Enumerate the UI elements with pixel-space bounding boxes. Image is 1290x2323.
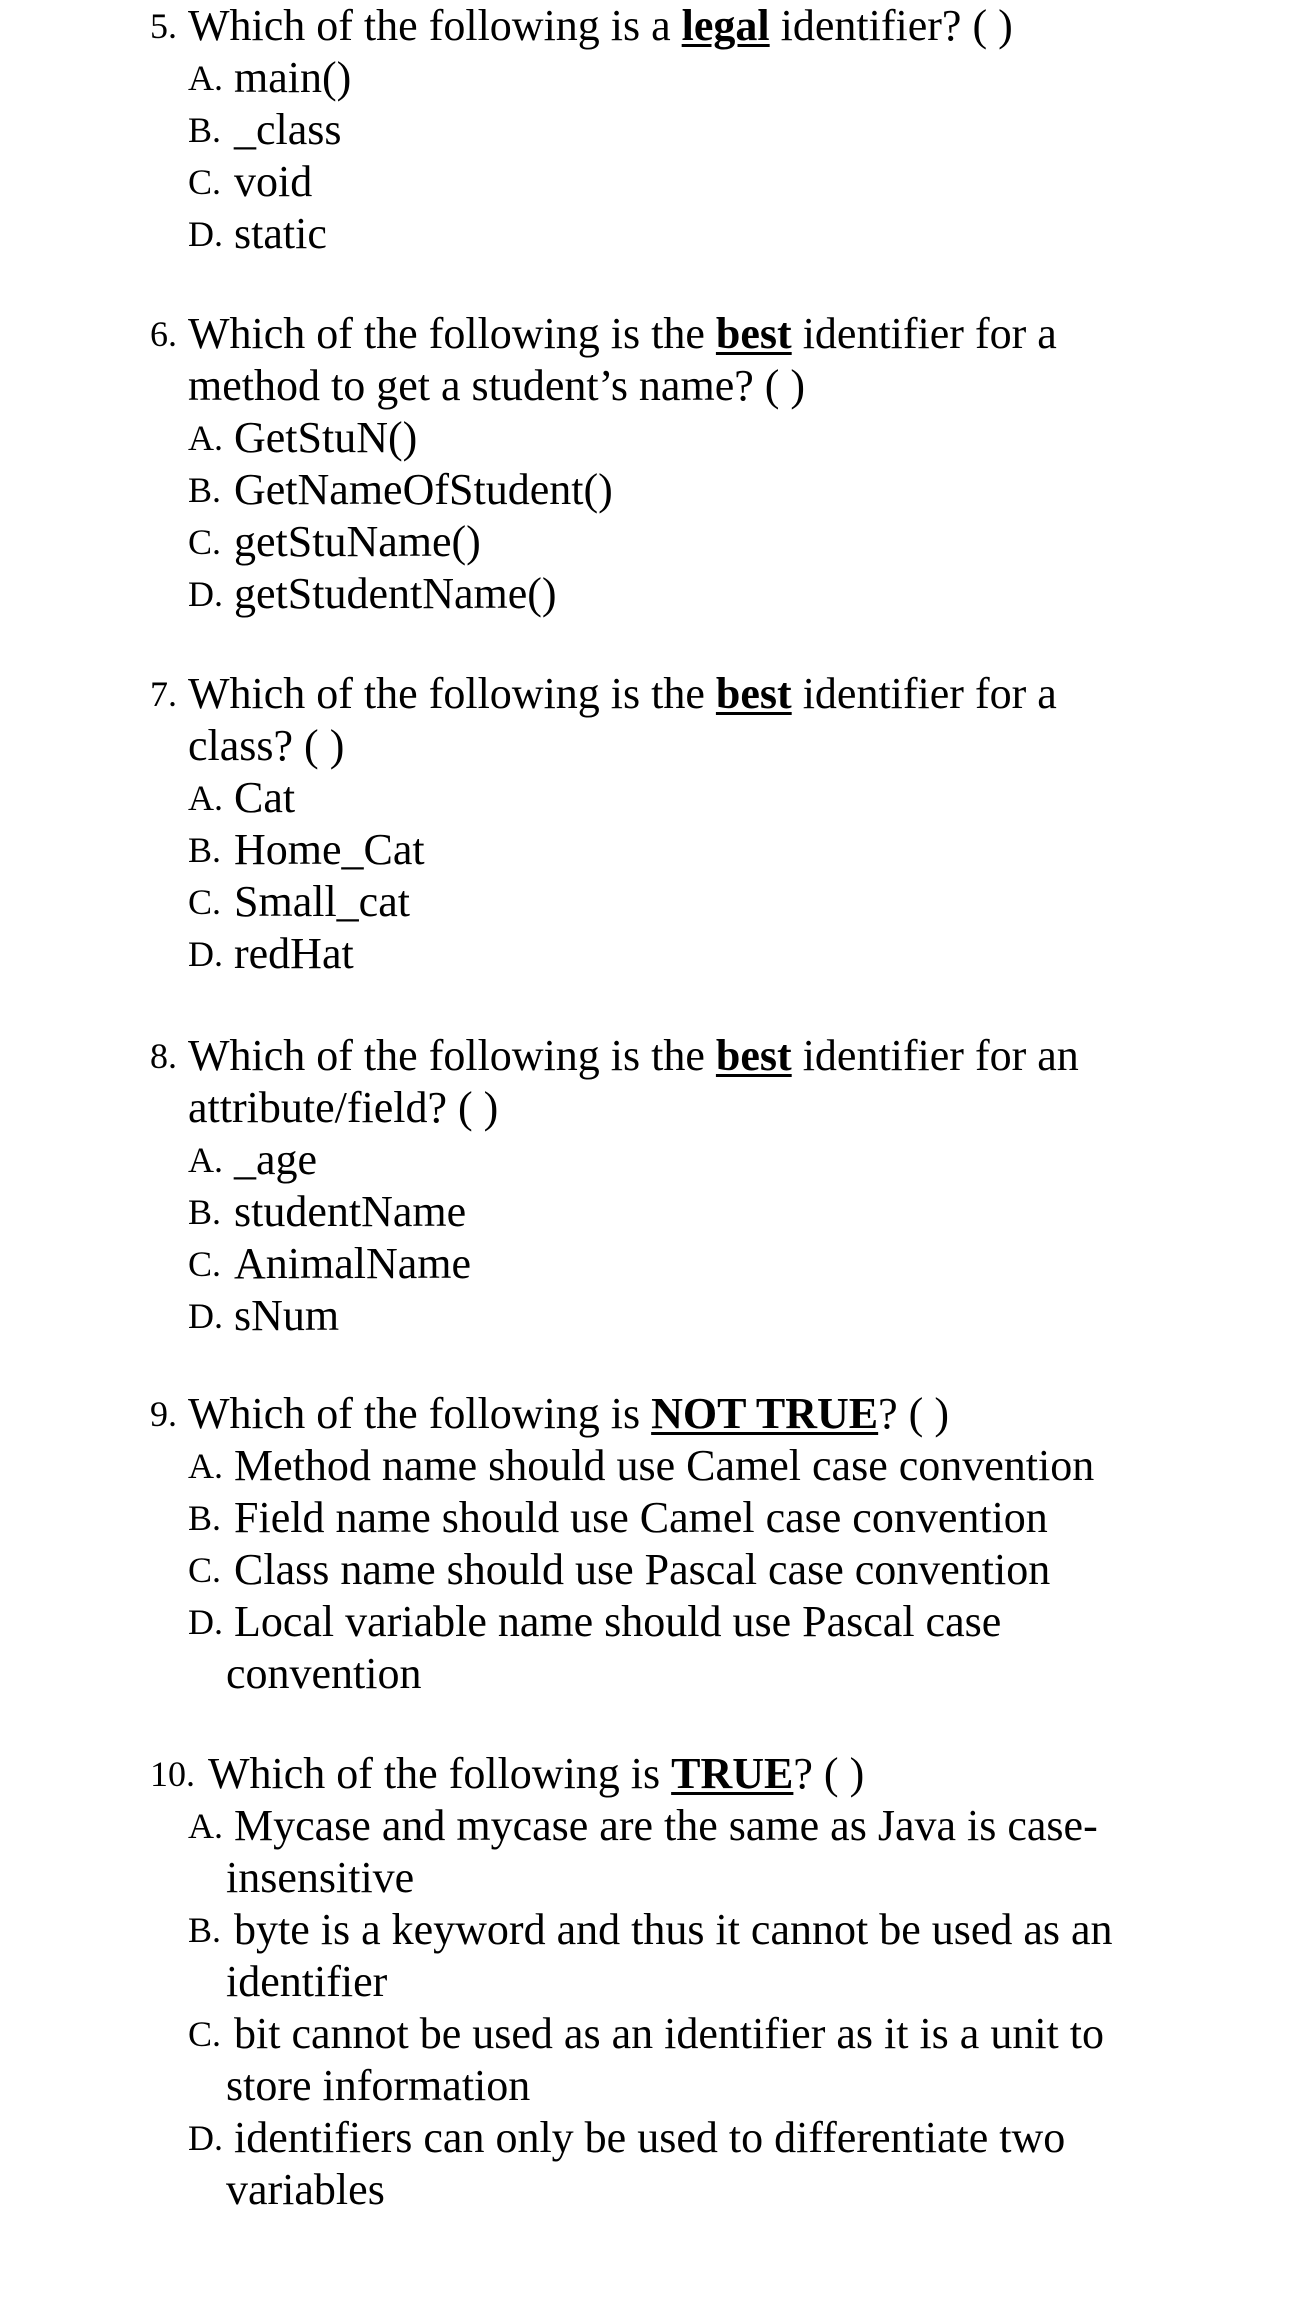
question-number: 8.: [150, 1036, 177, 1076]
stem-text: Which of the following is the: [188, 309, 716, 358]
option-d[interactable]: [150, 1290, 1150, 1342]
question-stem: [150, 668, 1150, 720]
option-text: Home_Cat: [234, 825, 425, 874]
option-letter: C.: [188, 162, 222, 202]
option-d-continued: [150, 1648, 1150, 1700]
option-text: studentName: [234, 1187, 467, 1236]
option-a[interactable]: [150, 1800, 1150, 1852]
option-d[interactable]: [150, 2112, 1150, 2164]
question-5: [150, 0, 1150, 260]
question-stem-continued: [150, 1082, 1150, 1134]
option-letter: B.: [188, 830, 222, 870]
emphasis-word: best: [715, 669, 792, 718]
option-text: insensitive: [226, 1853, 415, 1902]
option-text: getStudentName(): [234, 569, 557, 618]
option-text: convention: [226, 1649, 422, 1698]
option-a-continued: [150, 1852, 1150, 1904]
option-text: static: [234, 209, 327, 258]
option-letter: D.: [188, 1602, 223, 1642]
stem-text: Which of the following is: [188, 1389, 652, 1438]
option-b[interactable]: [150, 1492, 1150, 1544]
option-text: void: [234, 157, 313, 206]
option-text: getStuName(): [234, 517, 481, 566]
stem-text: ? ( ): [793, 1749, 865, 1798]
emphasis-word: legal: [681, 1, 770, 50]
stem-text: class? ( ): [188, 721, 345, 770]
stem-text: identifier for an: [791, 1031, 1079, 1080]
option-letter: A.: [188, 778, 223, 818]
option-letter: B.: [188, 110, 222, 150]
option-letter: D.: [188, 574, 223, 614]
question-stem: [150, 1388, 1150, 1440]
stem-text: attribute/field? ( ): [188, 1083, 499, 1132]
stem-text: Which of the following is: [208, 1749, 672, 1798]
option-d[interactable]: [150, 1596, 1150, 1648]
option-text: GetNameOfStudent(): [234, 465, 613, 514]
option-letter: A.: [188, 58, 223, 98]
question-number: 9.: [150, 1394, 177, 1434]
stem-text: ? ( ): [878, 1389, 949, 1438]
option-text: store information: [226, 2061, 531, 2110]
question-stem-continued: [150, 720, 1150, 772]
option-letter: D.: [188, 1296, 223, 1336]
option-c-continued: [150, 2060, 1150, 2112]
question-stem: [150, 1748, 1150, 1800]
option-d[interactable]: [150, 928, 1150, 980]
option-letter: D.: [188, 214, 223, 254]
stem-text: method to get a student’s name? ( ): [188, 361, 806, 410]
option-letter: C.: [188, 522, 222, 562]
option-a[interactable]: [150, 412, 1150, 464]
question-stem: [150, 1030, 1150, 1082]
emphasis-word: NOT TRUE: [651, 1389, 879, 1438]
option-text: Mycase and mycase are the same as Java is case-: [234, 1801, 1098, 1850]
option-b[interactable]: [150, 1186, 1150, 1238]
option-text: _age: [234, 1135, 318, 1184]
option-text: Local variable name should use Pascal case: [234, 1597, 1002, 1646]
option-text: variables: [226, 2165, 385, 2214]
option-d[interactable]: [150, 208, 1150, 260]
option-a[interactable]: [150, 1440, 1150, 1492]
option-text: main(): [234, 53, 352, 102]
stem-text: identifier for a: [791, 669, 1057, 718]
option-text: Field name should use Camel case convention: [234, 1493, 1048, 1542]
option-letter: A.: [188, 418, 223, 458]
question-stem: [150, 308, 1150, 360]
option-letter: C.: [188, 1550, 222, 1590]
option-text: Method name should use Camel case convention: [234, 1441, 1095, 1490]
option-b[interactable]: [150, 824, 1150, 876]
option-letter: A.: [188, 1140, 223, 1180]
option-a[interactable]: [150, 1134, 1150, 1186]
option-text: _class: [234, 105, 342, 154]
option-letter: C.: [188, 2014, 222, 2054]
option-letter: B.: [188, 470, 222, 510]
option-text: bit cannot be used as an identifier as it is a unit to: [234, 2009, 1105, 2058]
question-7: [150, 668, 1150, 980]
question-8: [150, 1030, 1150, 1342]
option-letter: B.: [188, 1910, 222, 1950]
option-a[interactable]: [150, 52, 1150, 104]
option-text: AnimalName: [234, 1239, 472, 1288]
option-text: GetStuN(): [234, 413, 418, 462]
question-number: 6.: [150, 314, 177, 354]
option-letter: C.: [188, 1244, 222, 1284]
question-stem-continued: [150, 360, 1150, 412]
stem-text: Which of the following is the: [188, 1031, 716, 1080]
option-d-continued: [150, 2164, 1150, 2216]
emphasis-word: best: [715, 309, 792, 358]
option-b-continued: [150, 1956, 1150, 2008]
option-c[interactable]: [150, 156, 1150, 208]
option-letter: A.: [188, 1446, 223, 1486]
option-text: Small_cat: [234, 877, 410, 926]
option-a[interactable]: [150, 772, 1150, 824]
question-stem: [150, 0, 1150, 52]
question-number: 10.: [150, 1754, 195, 1794]
emphasis-word: TRUE: [671, 1749, 794, 1798]
option-c[interactable]: [150, 876, 1150, 928]
option-letter: D.: [188, 2118, 223, 2158]
option-text: byte is a keyword and thus it cannot be used as an: [234, 1905, 1113, 1954]
option-c[interactable]: [150, 1238, 1150, 1290]
question-10: [150, 1748, 1150, 2216]
option-letter: B.: [188, 1498, 222, 1538]
option-text: identifiers can only be used to differentiate two: [234, 2113, 1066, 2162]
option-c[interactable]: [150, 516, 1150, 568]
option-b[interactable]: [150, 1904, 1150, 1956]
option-letter: A.: [188, 1806, 223, 1846]
option-text: redHat: [234, 929, 354, 978]
question-9: [150, 1388, 1150, 1700]
option-d[interactable]: [150, 568, 1150, 620]
option-b[interactable]: [150, 464, 1150, 516]
question-number: 7.: [150, 674, 177, 714]
question-number: 5.: [150, 6, 177, 46]
option-text: sNum: [234, 1291, 340, 1340]
stem-text: Which of the following is the: [188, 669, 716, 718]
option-text: identifier: [226, 1957, 388, 2006]
option-c[interactable]: [150, 1544, 1150, 1596]
option-letter: D.: [188, 934, 223, 974]
option-letter: C.: [188, 882, 222, 922]
option-text: Cat: [234, 773, 296, 822]
stem-text: Which of the following is a: [188, 1, 682, 50]
emphasis-word: best: [715, 1031, 792, 1080]
option-text: Class name should use Pascal case convention: [234, 1545, 1051, 1594]
stem-text: identifier for a: [791, 309, 1057, 358]
option-letter: B.: [188, 1192, 222, 1232]
option-c[interactable]: [150, 2008, 1150, 2060]
stem-text: identifier? ( ): [769, 1, 1013, 50]
question-6: [150, 308, 1150, 620]
option-b[interactable]: [150, 104, 1150, 156]
